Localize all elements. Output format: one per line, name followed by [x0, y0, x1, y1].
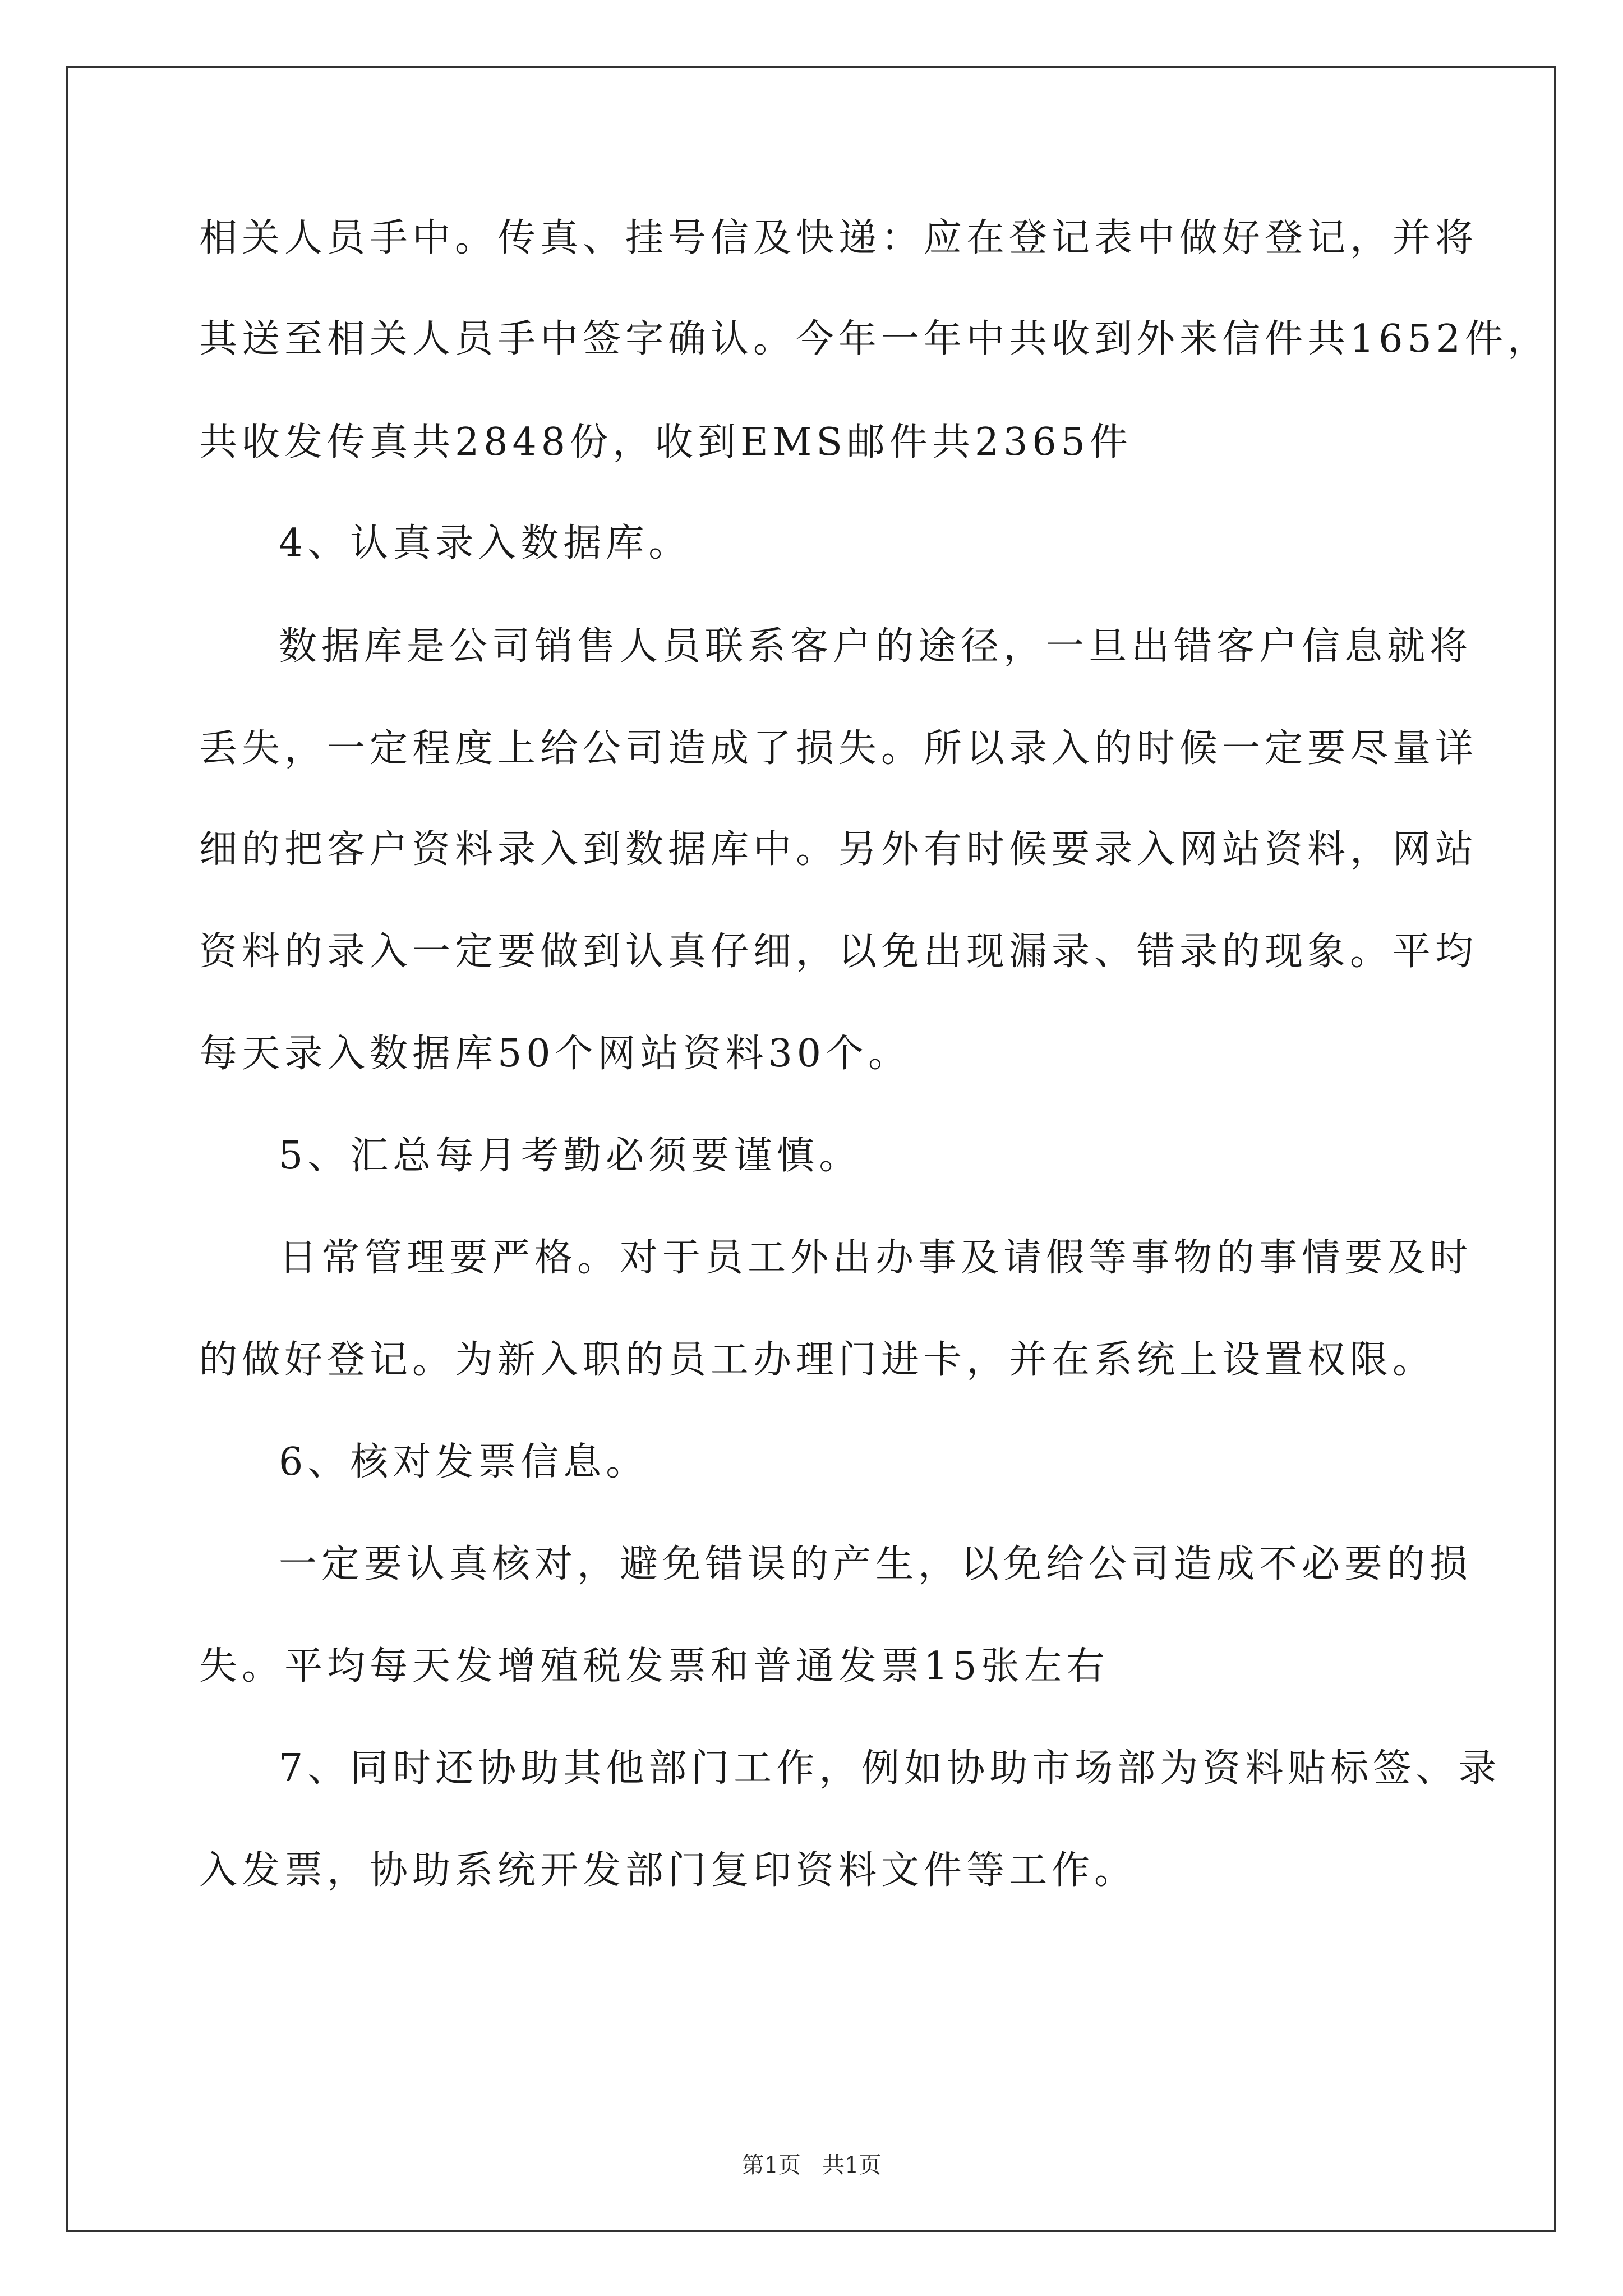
text-line: 丢失，一定程度上给公司造成了损失。所以录入的时候一定要尽量详	[199, 726, 1478, 771]
text-line: 数据库是公司销售人员联系客户的途径，一旦出错客户信息就将	[279, 624, 1473, 669]
text-line: 其送至相关人员手中签字确认。今年一年中共收到外来信件共1652件，	[199, 317, 1551, 361]
section-heading: 6、核对发票信息。	[279, 1440, 649, 1484]
text-line: 细的把客户资料录入到数据库中。另外有时候要录入网站资料，网站	[199, 827, 1478, 872]
section-heading: 4、认真录入数据库。	[279, 521, 691, 565]
page-footer: 第1页 共1页	[741, 2152, 882, 2178]
text-line: 相关人员手中。传真、挂号信及快递：应在登记表中做好登记，并将	[199, 216, 1478, 260]
text-line: 失。平均每天发增殖税发票和普通发票15张左右	[199, 1644, 1109, 1688]
text-line: 的做好登记。为新入职的员工办理门进卡，并在系统上设置权限。	[199, 1338, 1436, 1382]
text-line: 每天录入数据库50个网站资料30个。	[199, 1032, 911, 1076]
text-line: 共收发传真共2848份，收到EMS邮件共2365件	[199, 420, 1132, 464]
text-line: 日常管理要严格。对于员工外出办事及请假等事物的事情要及时	[279, 1236, 1473, 1280]
text-line: 资料的录入一定要做到认真仔细，以免出现漏录、错录的现象。平均	[199, 930, 1478, 974]
section-heading: 5、汇总每月考勤必须要谨慎。	[279, 1134, 862, 1178]
text-line: 一定要认真核对，避免错误的产生，以免给公司造成不必要的损	[279, 1542, 1473, 1586]
section-heading: 7、同时还协助其他部门工作，例如协助市场部为资料贴标签、录	[279, 1746, 1501, 1791]
text-line: 入发票，协助系统开发部门复印资料文件等工作。	[199, 1848, 1137, 1893]
